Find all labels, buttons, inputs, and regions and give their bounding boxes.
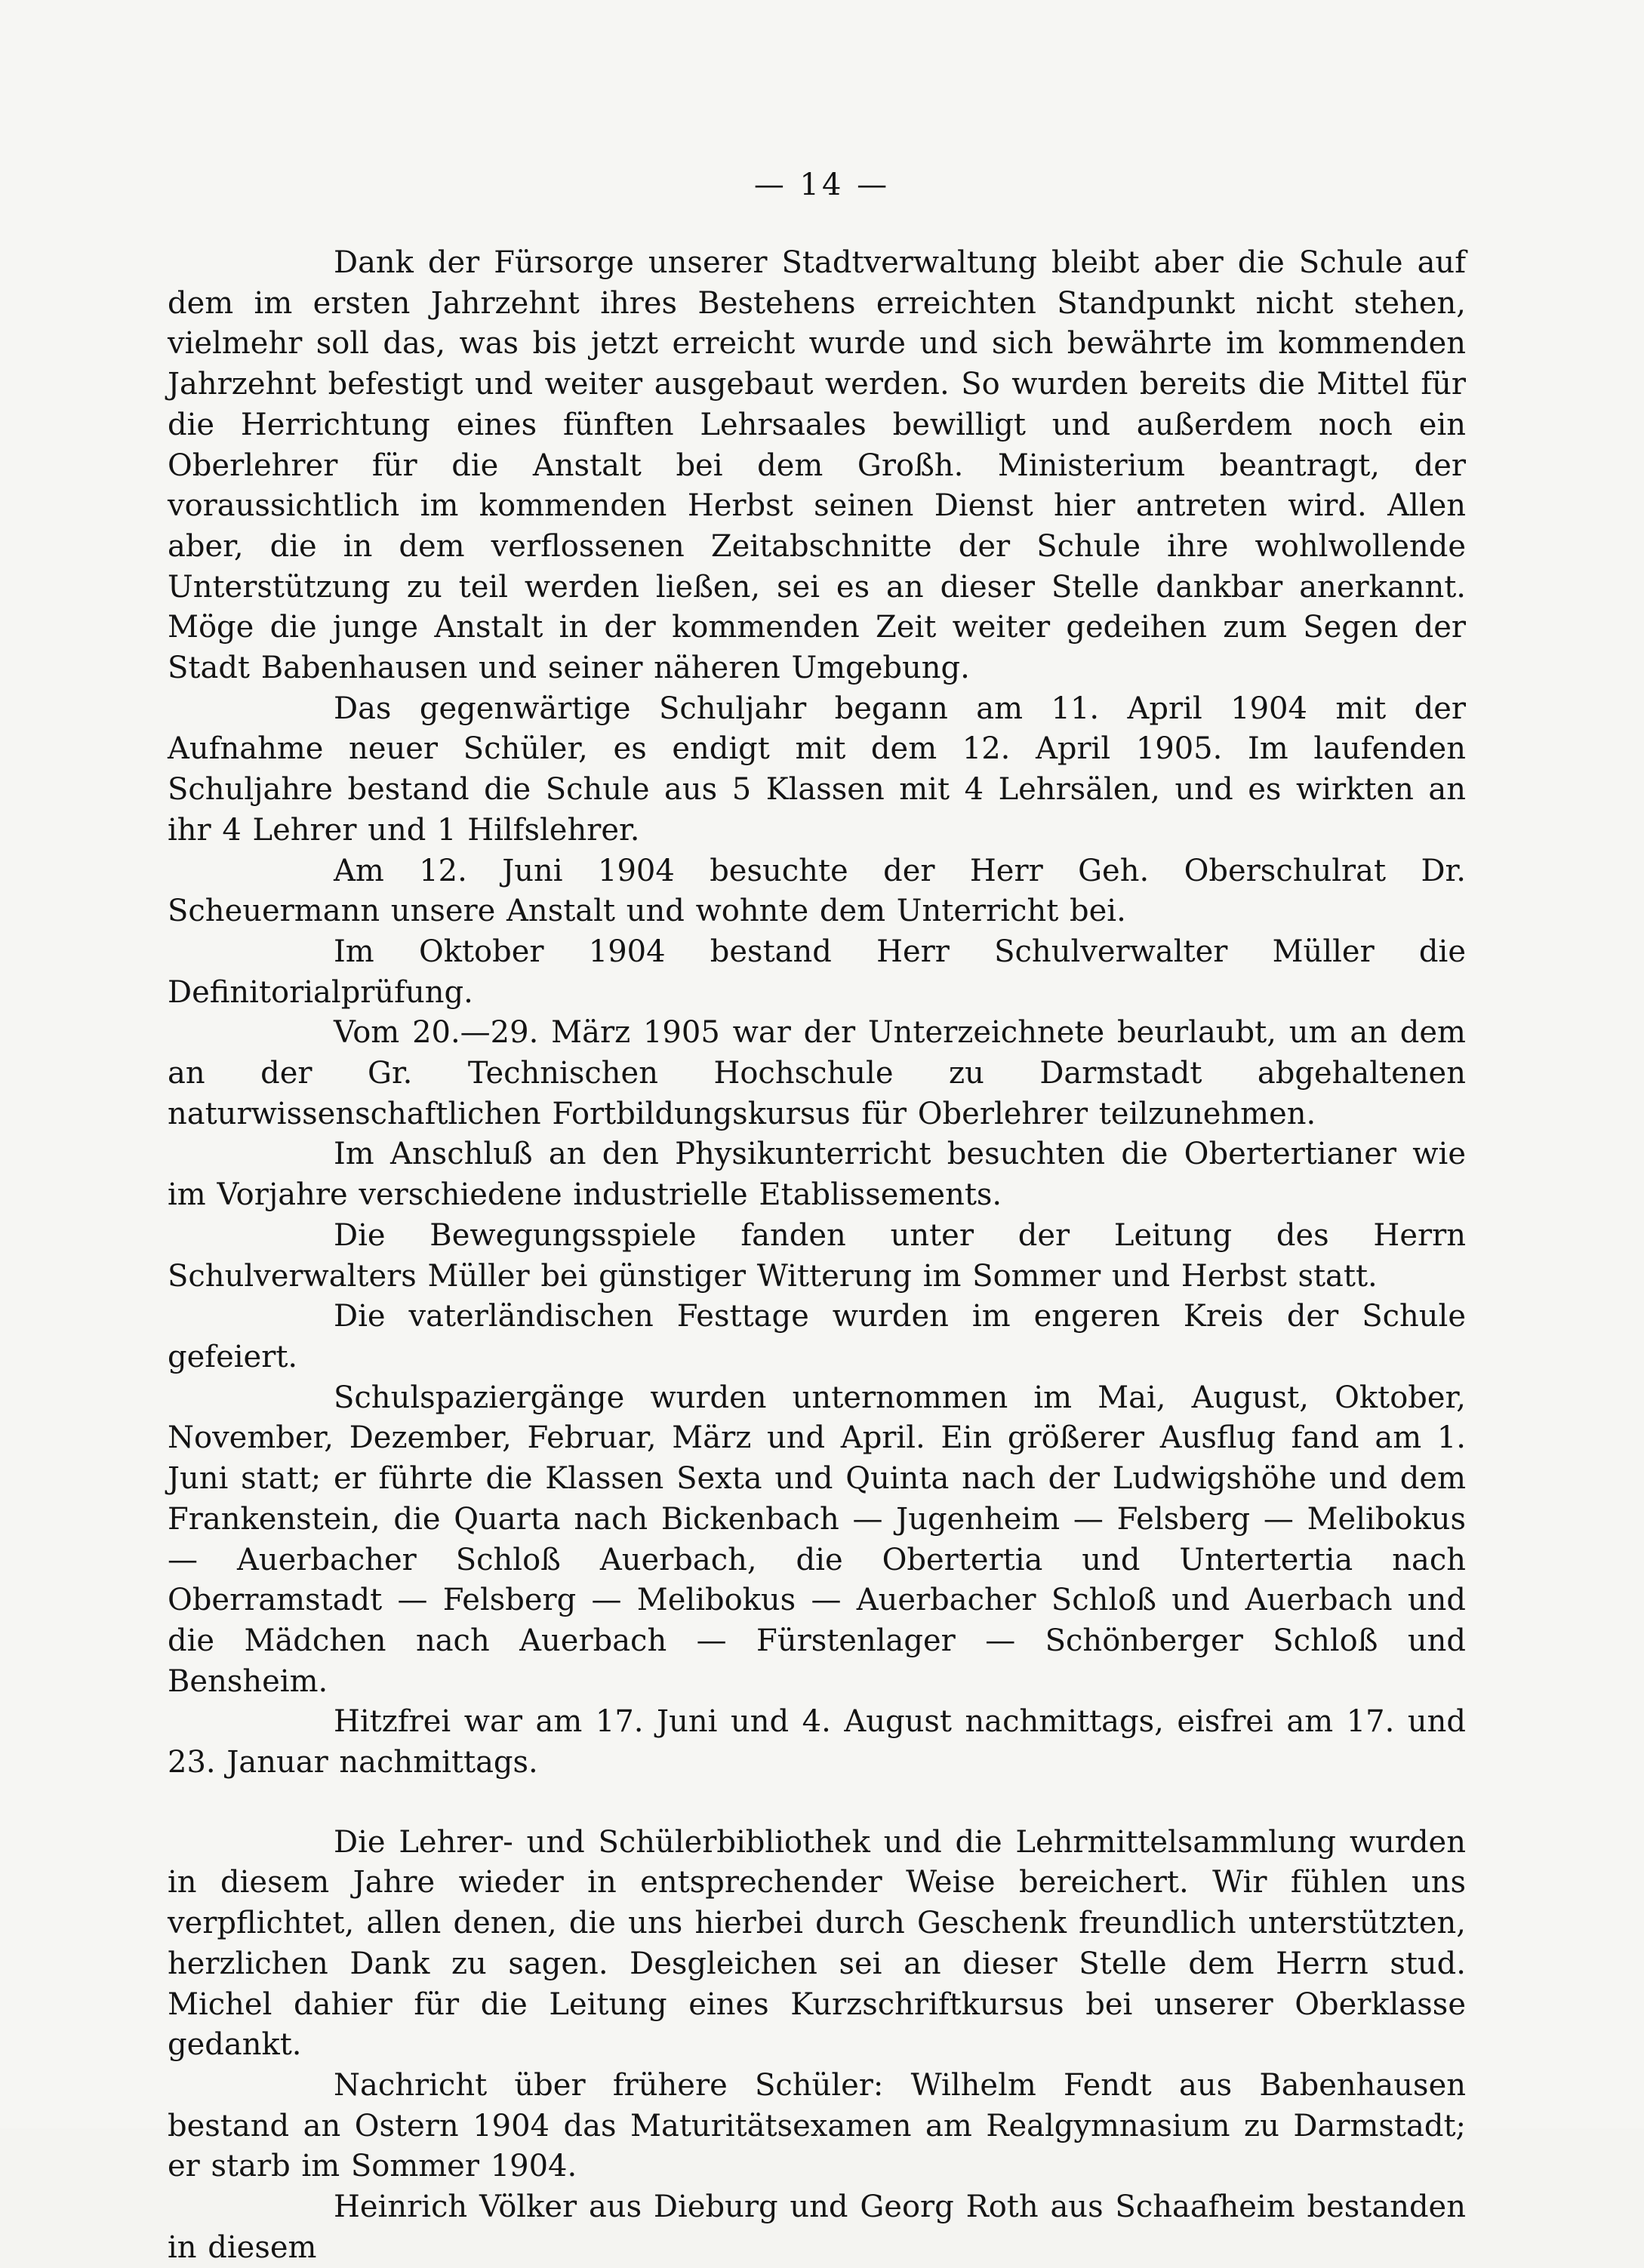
page-number: — 14 — (753, 168, 891, 202)
paragraph-leave-course: Vom 20.—29. März 1905 war der Unterzeichnete beurlaubt, um an dem an der Gr. Technischen Hochschule zu Darmstadt abgehaltenen naturwissenschaftlichen Fortbildungskursus für Oberlehrer teilzunehmen. (168, 1015, 1466, 1131)
paragraph-school-walks: Schulspaziergänge wurden unternommen im Mai, August, Oktober, November, Dezember, Februar, März und April. Ein größerer Ausflug fand am 1. Juni statt; er führte die Klassen Sexta und Quinta nach der Ludwigshöhe und dem Frankenstein, die Quarta nach Bickenbach — Jugenheim — Felsberg — Melibokus — Auerbacher Schloß Auerbach, die Obertertia und Untertertia nach Oberramstadt — Felsberg — Melibokus — Auerbacher Schloß und Auerbach und die Mädchen nach Auerbach — Fürstenlager — Schönberger Schloß und Bensheim. (168, 1380, 1466, 1699)
paragraph-heat-ice-free: Hitzfrei war am 17. Juni und 4. August nachmittags, eisfrei am 17. und 23. Januar nachmittags. (168, 1704, 1466, 1780)
paragraph-national-holidays: Die vaterländischen Festtage wurden im engeren Kreis der Schule gefeiert. (168, 1299, 1466, 1374)
body-text (168, 243, 1466, 2268)
paragraph-former-students: Nachricht über frühere Schüler: Wilhelm Fendt aus Babenhausen bestand an Ostern 1904 das Maturitätsexamen am Realgymnasium zu Darmstadt; er starb im Sommer 1904. (168, 2067, 1466, 2184)
paragraph-inspection-visit: Am 12. Juni 1904 besuchte der Herr Geh. Oberschulrat Dr. Scheuermann unsere Anstalt und wohnte dem Unterricht bei. (168, 853, 1466, 929)
paragraph-industrial-visits: Im Anschluß an den Physikunterricht besuchten die Obertertianer wie im Vorjahre verschiedene industrielle Etablissements. (168, 1137, 1466, 1213)
paragraph-school-development: Dank der Fürsorge unserer Stadtverwaltung bleibt aber die Schule auf dem im ersten Jahrzehnt ihres Bestehens erreichten Standpunkt nicht stehen, vielmehr soll das, was bis jetzt erreicht wurde und sich bewährte im kommenden Jahrzehnt befestigt und weiter ausgebaut werden. So wurden bereits die Mittel für die Herrichtung eines fünften Lehrsaales bewilligt und außerdem noch ein Oberlehrer für die Anstalt bei dem Großh. Ministerium beantragt, der voraussichtlich im kommenden Herbst seinen Dienst hier antreten wird. Allen aber, die in dem verflossenen Zeitabschnitte der Schule ihre wohlwollende Unterstützung zu teil werden ließen, sei es an dieser Stelle dankbar anerkannt. Möge die junge Anstalt in der kommenden Zeit weiter gedeihen zum Segen der Stadt Babenhausen und seiner näheren Umgebung. (168, 245, 1466, 686)
paragraph-movement-games: Die Bewegungsspiele fanden unter der Leitung des Herrn Schulverwalters Müller bei günstiger Witterung im Sommer und Herbst statt. (168, 1217, 1466, 1294)
paragraph-definitorial-exam: Im Oktober 1904 bestand Herr Schulverwalter Müller die Definitorialprüfung. (168, 934, 1466, 1010)
paragraph-continued: Heinrich Völker aus Dieburg und Georg Roth aus Schaafheim bestanden in diesem (168, 2190, 1466, 2265)
paragraph-school-year: Das gegenwärtige Schuljahr begann am 11. April 1904 mit der Aufnahme neuer Schüler, es endigt mit dem 12. April 1905. Im laufenden Schuljahre bestand die Schule aus 5 Klassen mit 4 Lehrsälen, und es wirkten an ihr 4 Lehrer und 1 Hilfslehrer. (168, 691, 1466, 848)
paragraph-library: Die Lehrer- und Schülerbibliothek und die Lehrmittelsammlung wurden in diesem Jahre wieder in entsprechender Weise bereichert. Wir fühlen uns verpflichtet, allen denen, die uns hierbei durch Geschenk freundlich unterstützten, herzlichen Dank zu sagen. Desgleichen sei an dieser Stelle dem Herrn stud. Michel dahier für die Leitung eines Kurzschriftkursus bei unserer Oberklasse gedankt. (168, 1824, 1466, 2063)
